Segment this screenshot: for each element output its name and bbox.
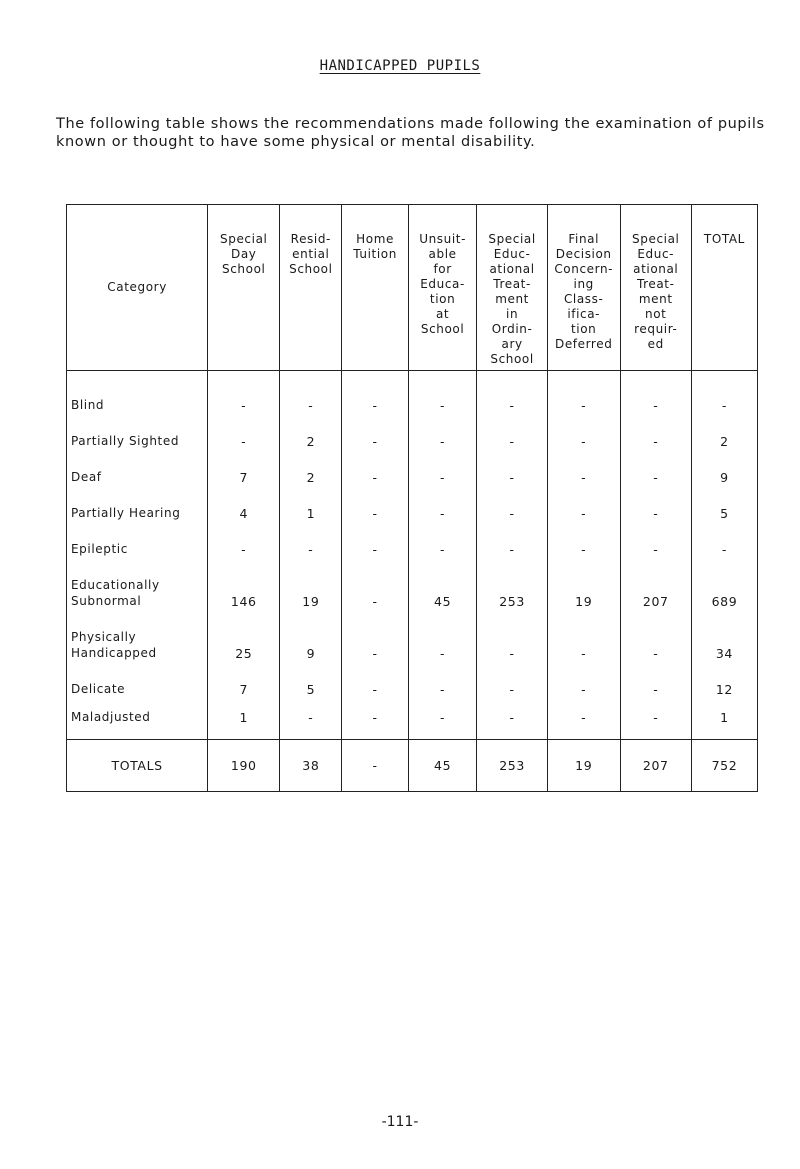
row-category: Educationally Subnormal [67, 564, 208, 616]
table-cell: - [342, 668, 408, 704]
table-cell: - [342, 704, 408, 740]
totals-cell: 38 [280, 740, 342, 792]
table-cell: 2 [280, 420, 342, 456]
table-cell: 1 [208, 704, 280, 740]
column-header: Category [67, 205, 208, 371]
table-cell: 1 [280, 492, 342, 528]
table-cell: 7 [208, 668, 280, 704]
table-cell: - [280, 371, 342, 420]
table-cell: - [620, 420, 691, 456]
table-cell: - [477, 371, 547, 420]
table-cell: - [408, 668, 477, 704]
recommendations-table [66, 204, 758, 792]
row-category: Deaf [67, 456, 208, 492]
totals-row [67, 740, 758, 792]
table-cell: - [691, 528, 757, 564]
table-cell: 146 [208, 564, 280, 616]
table-cell: - [342, 616, 408, 668]
totals-cell: 752 [691, 740, 757, 792]
table-cell: 9 [691, 456, 757, 492]
table-row [67, 668, 758, 704]
table-cell: - [408, 492, 477, 528]
table-cell: - [620, 704, 691, 740]
row-category: Partially Sighted [67, 420, 208, 456]
table-cell: - [477, 704, 547, 740]
table-cell: - [408, 420, 477, 456]
table-cell: - [342, 492, 408, 528]
table-cell: 2 [691, 420, 757, 456]
table-cell: 34 [691, 616, 757, 668]
intro-paragraph: The following table shows the recommendations made following the examination of pupils known or thought to have some physical or mental disability. [56, 115, 765, 150]
table-cell: - [477, 668, 547, 704]
totals-cell: 207 [620, 740, 691, 792]
table-cell: 7 [208, 456, 280, 492]
table-cell: - [547, 456, 620, 492]
table-cell: - [408, 616, 477, 668]
table-cell: - [342, 371, 408, 420]
row-category: Delicate [67, 668, 208, 704]
table-cell: - [620, 616, 691, 668]
table-cell: - [547, 371, 620, 420]
table-cell: - [547, 528, 620, 564]
row-category: Maladjusted [67, 704, 208, 740]
table-cell: - [408, 371, 477, 420]
column-header: Unsuit- able for Educa- tion at School [408, 205, 477, 371]
table-cell: - [620, 371, 691, 420]
column-header: Home Tuition [342, 205, 408, 371]
table-cell: 689 [691, 564, 757, 616]
totals-cell: 45 [408, 740, 477, 792]
table-cell: 45 [408, 564, 477, 616]
table-row [67, 456, 758, 492]
totals-cell: - [342, 740, 408, 792]
table-cell: 2 [280, 456, 342, 492]
table-cell: - [547, 616, 620, 668]
table-cell: - [342, 564, 408, 616]
table-cell: 5 [280, 668, 342, 704]
table-cell: - [620, 456, 691, 492]
table-cell: - [477, 456, 547, 492]
table-cell: - [408, 528, 477, 564]
totals-label: TOTALS [67, 740, 208, 792]
table-row [67, 704, 758, 740]
table-cell: - [208, 420, 280, 456]
table-cell: - [477, 420, 547, 456]
table-row [67, 420, 758, 456]
table-row [67, 616, 758, 668]
table-cell: - [547, 704, 620, 740]
column-header: Special Day School [208, 205, 280, 371]
table-cell: - [342, 456, 408, 492]
table-cell: - [620, 492, 691, 528]
table-cell: - [477, 528, 547, 564]
table-row [67, 371, 758, 420]
row-category: Blind [67, 371, 208, 420]
table-cell: - [547, 492, 620, 528]
table-cell: - [408, 456, 477, 492]
totals-cell: 190 [208, 740, 280, 792]
table-cell: - [342, 420, 408, 456]
table-cell: 1 [691, 704, 757, 740]
page-number: -111- [381, 1114, 419, 1130]
table-cell: - [477, 492, 547, 528]
table-cell: 19 [547, 564, 620, 616]
table-cell: 253 [477, 564, 547, 616]
table-cell: - [620, 528, 691, 564]
table-cell: 207 [620, 564, 691, 616]
table-cell: 4 [208, 492, 280, 528]
table-cell: - [691, 371, 757, 420]
table-cell: - [547, 668, 620, 704]
totals-cell: 253 [477, 740, 547, 792]
table-row [67, 564, 758, 616]
table-cell: 19 [280, 564, 342, 616]
table-cell: - [208, 371, 280, 420]
table-row [67, 528, 758, 564]
column-header: TOTAL [691, 205, 757, 371]
table-cell: 5 [691, 492, 757, 528]
table-cell: - [280, 704, 342, 740]
column-header: Special Educ- ational Treat- ment in Ordin- ary School [477, 205, 547, 371]
table-cell: - [408, 704, 477, 740]
row-category: Epileptic [67, 528, 208, 564]
table-cell: - [280, 528, 342, 564]
table-header-row [67, 205, 758, 371]
table-cell: 9 [280, 616, 342, 668]
table-cell: - [208, 528, 280, 564]
table-row [67, 492, 758, 528]
column-header: Resid- ential School [280, 205, 342, 371]
column-header: Final Decision Concern- ing Class- ifica- tion Deferred [547, 205, 620, 371]
table-cell: 25 [208, 616, 280, 668]
table-cell: - [547, 420, 620, 456]
table-cell: - [477, 616, 547, 668]
table-cell: 12 [691, 668, 757, 704]
page-heading: HANDICAPPED PUPILS [319, 58, 481, 74]
totals-cell: 19 [547, 740, 620, 792]
row-category: Physically Handicapped [67, 616, 208, 668]
table-cell: - [620, 668, 691, 704]
table-cell: - [342, 528, 408, 564]
row-category: Partially Hearing [67, 492, 208, 528]
column-header: Special Educ- ational Treat- ment not requir- ed [620, 205, 691, 371]
